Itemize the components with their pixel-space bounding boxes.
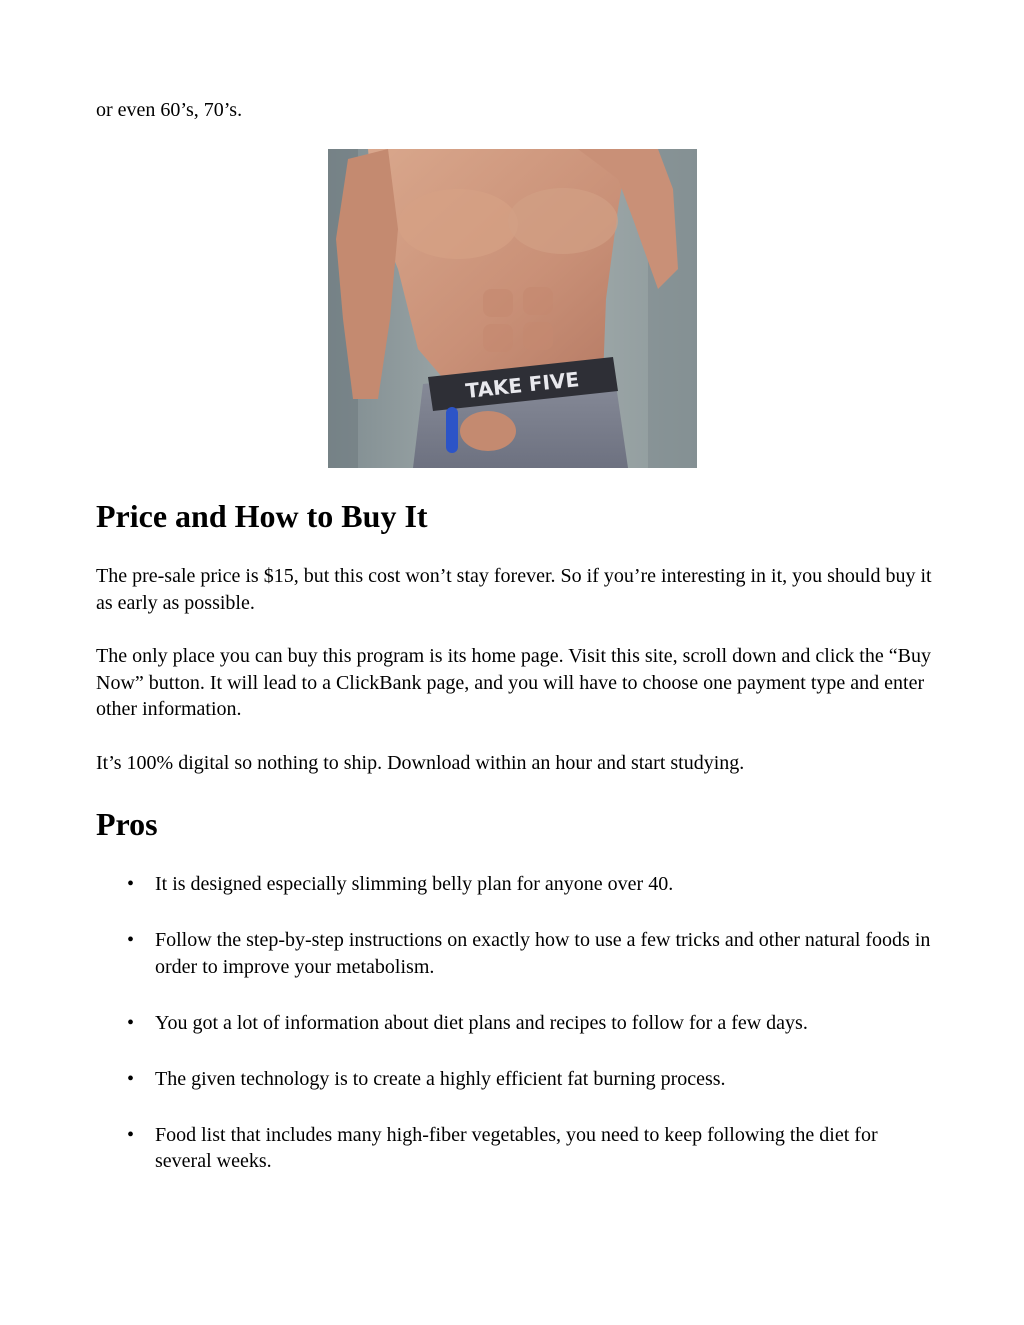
pros-list	[96, 871, 936, 1204]
bullet-icon: •	[127, 1011, 135, 1034]
bullet-icon: •	[127, 1123, 135, 1146]
buy-paragraph: The only place you can buy this program is its home page. Visit this site, scroll down and click the “Buy Now” button. It will lead to a ClickBank page, and you will have to choose one payment type and enter other information.	[96, 645, 931, 720]
intro-text: or even 60’s, 70’s.	[96, 99, 243, 121]
list-item	[96, 871, 936, 898]
list-item-text: Follow the step-by-step instructions on exactly how to use a few tricks and other natural foods in order to improve your metabolism.	[155, 929, 931, 978]
bullet-icon: •	[127, 1067, 135, 1090]
bullet-icon: •	[127, 873, 135, 895]
list-item	[96, 1010, 936, 1037]
list-item-text: You got a lot of information about diet plans and recipes to follow for a few days.	[155, 1011, 808, 1034]
list-item	[96, 1066, 936, 1093]
list-item-text: The given technology is to create a highly efficient fat burning process.	[155, 1067, 726, 1090]
digital-paragraph: It’s 100% digital so nothing to ship. Download within an hour and start studying.	[96, 752, 745, 774]
waistband-text: TAKE FIVE	[464, 367, 581, 403]
shirtless-man-photo	[328, 149, 697, 468]
list-item	[96, 927, 936, 980]
price-paragraph: The pre-sale price is $15, but this cost won’t stay forever. So if you’re interesting in it, you should buy it as early as possible.	[96, 565, 932, 614]
list-item-text: It is designed especially slimming belly plan for anyone over 40.	[155, 873, 674, 895]
bullet-icon: •	[127, 929, 135, 951]
list-item-text: Food list that includes many high-fiber vegetables, you need to keep following the diet for several weeks.	[155, 1123, 878, 1172]
list-item	[96, 1122, 936, 1175]
section-heading-pros: Pros	[96, 806, 158, 842]
section-heading-price: Price and How to Buy It	[96, 498, 428, 534]
